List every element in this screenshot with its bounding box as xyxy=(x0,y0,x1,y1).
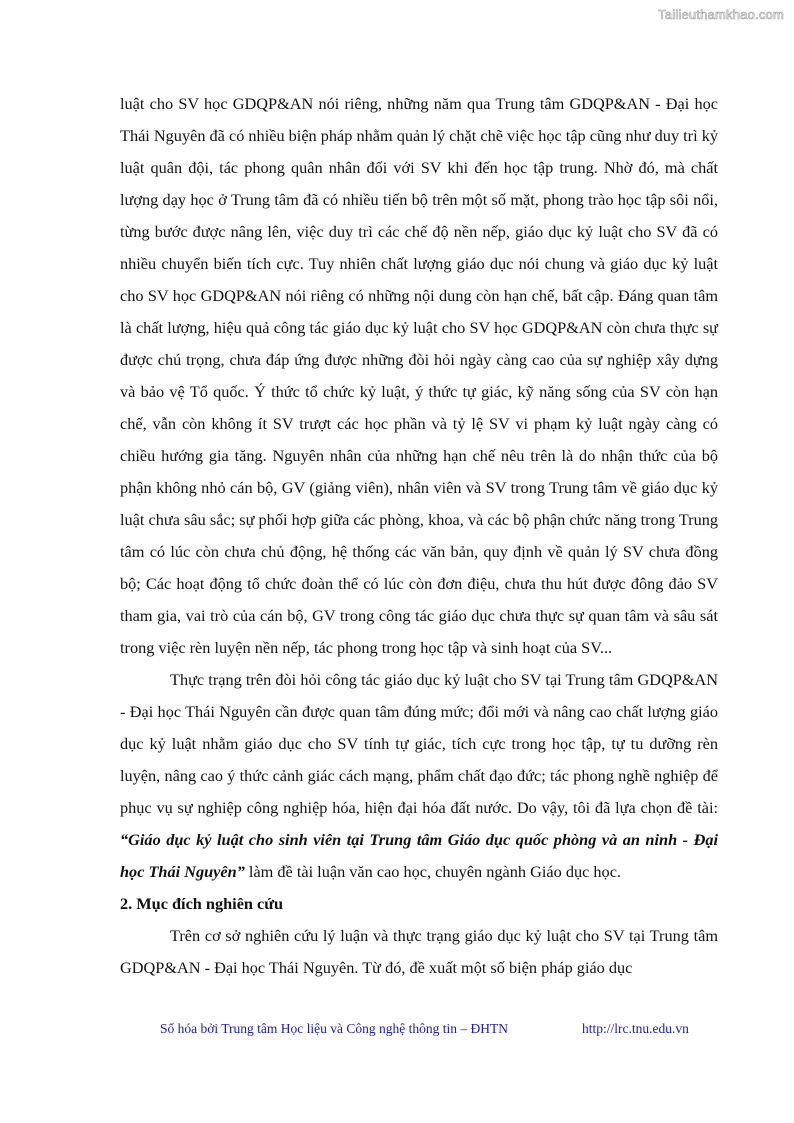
document-body xyxy=(120,88,718,984)
paragraph-text-after-title: làm đề tài luận văn cao học, chuyên ngành Giáo dục học. xyxy=(244,862,621,881)
paragraph-context: luật cho SV học GDQP&AN nói riêng, những năm qua Trung tâm GDQP&AN - Đại học Thái Nguyên đã có nhiều biện pháp nhằm quản lý chặt chẽ việc học tập cũng như duy trì kỷ luật quân đội, tác phong quân nhân đối với SV khi đến học tập trung. Nhờ đó, mà chất lượng dạy học ở Trung tâm đã có nhiều tiến bộ trên một số mặt, phong trào học tập sôi nổi, từng bước được nâng lên, việc duy trì các chế độ nền nếp, giáo dục kỷ luật cho SV đã có nhiều chuyển biến tích cực. Tuy nhiên chất lượng giáo dục nói chung và giáo dục kỷ luật cho SV học GDQP&AN nói riêng có những nội dung còn hạn chế, bất cập. Đáng quan tâm là chất lượng, hiệu quả công tác giáo dục kỷ luật cho SV học GDQP&AN còn chưa thực sự được chú trọng, chưa đáp ứng được những đòi hỏi ngày càng cao của sự nghiệp xây dựng và bảo vệ Tổ quốc. Ý thức tổ chức kỷ luật, ý thức tự giác, kỹ năng sống của SV còn hạn chế, vẫn còn không ít SV trượt các học phần và tỷ lệ SV vi phạm kỷ luật ngày càng có chiều hướng gia tăng. Nguyên nhân của những hạn chế nêu trên là do nhận thức của bộ phận không nhỏ cán bộ, GV (giảng viên), nhân viên và SV trong Trung tâm về giáo dục kỷ luật chưa sâu sắc; sự phối hợp giữa các phòng, khoa, và các bộ phận chức năng trong Trung tâm có lúc còn chưa chủ động, hệ thống các văn bản, quy định về quản lý SV chưa đồng bộ; Các hoạt động tổ chức đoàn thể có lúc còn đơn điệu, chưa thu hút được đông đảo SV tham gia, vai trò của cán bộ, GV trong công tác giáo dục chưa thực sự quan tâm và sâu sát trong việc rèn luyện nền nếp, tác phong trong học tập và sinh hoạt của SV... xyxy=(120,94,718,657)
section-heading-research-purpose: 2. Mục đích nghiên cứu xyxy=(120,894,284,913)
paragraph-research-purpose: Trên cơ sở nghiên cứu lý luận và thực trạng giáo dục kỷ luật cho SV tại Trung tâm GDQP&AN - Đại học Thái Nguyên. Từ đó, đề xuất một số biện pháp giáo dục xyxy=(120,926,718,977)
footer-link[interactable]: http://lrc.tnu.edu.vn xyxy=(582,1021,689,1036)
paragraph-text-before-title: Thực trạng trên đòi hỏi công tác giáo dục kỷ luật cho SV tại Trung tâm GDQP&AN - Đại học Thái Nguyên cần được quan tâm đúng mức; đổi mới và nâng cao chất lượng giáo dục kỷ luật nhằm giáo dục cho SV tính tự giác, tích cực trong học tập, tự tu dưỡng rèn luyện, nâng cao ý thức cảnh giác cách mạng, phẩm chất đạo đức; tác phong nghề nghiệp để phục vụ sự nghiệp công nghiệp hóa, hiện đại hóa đất nước. Do vậy, tôi đã lựa chọn đề tài: xyxy=(120,670,718,817)
thesis-title: “Giáo dục kỷ luật cho sinh viên tại Trung tâm Giáo dục quốc phòng và an ninh - Đại học Thái Nguyên” xyxy=(120,830,718,881)
paragraph-topic-selection xyxy=(120,664,718,888)
watermark-logo: Tailieuthamkhao.com xyxy=(658,7,784,22)
footer-credit: Số hóa bởi Trung tâm Học liệu và Công nghệ thông tin – ĐHTN xyxy=(160,1021,509,1036)
